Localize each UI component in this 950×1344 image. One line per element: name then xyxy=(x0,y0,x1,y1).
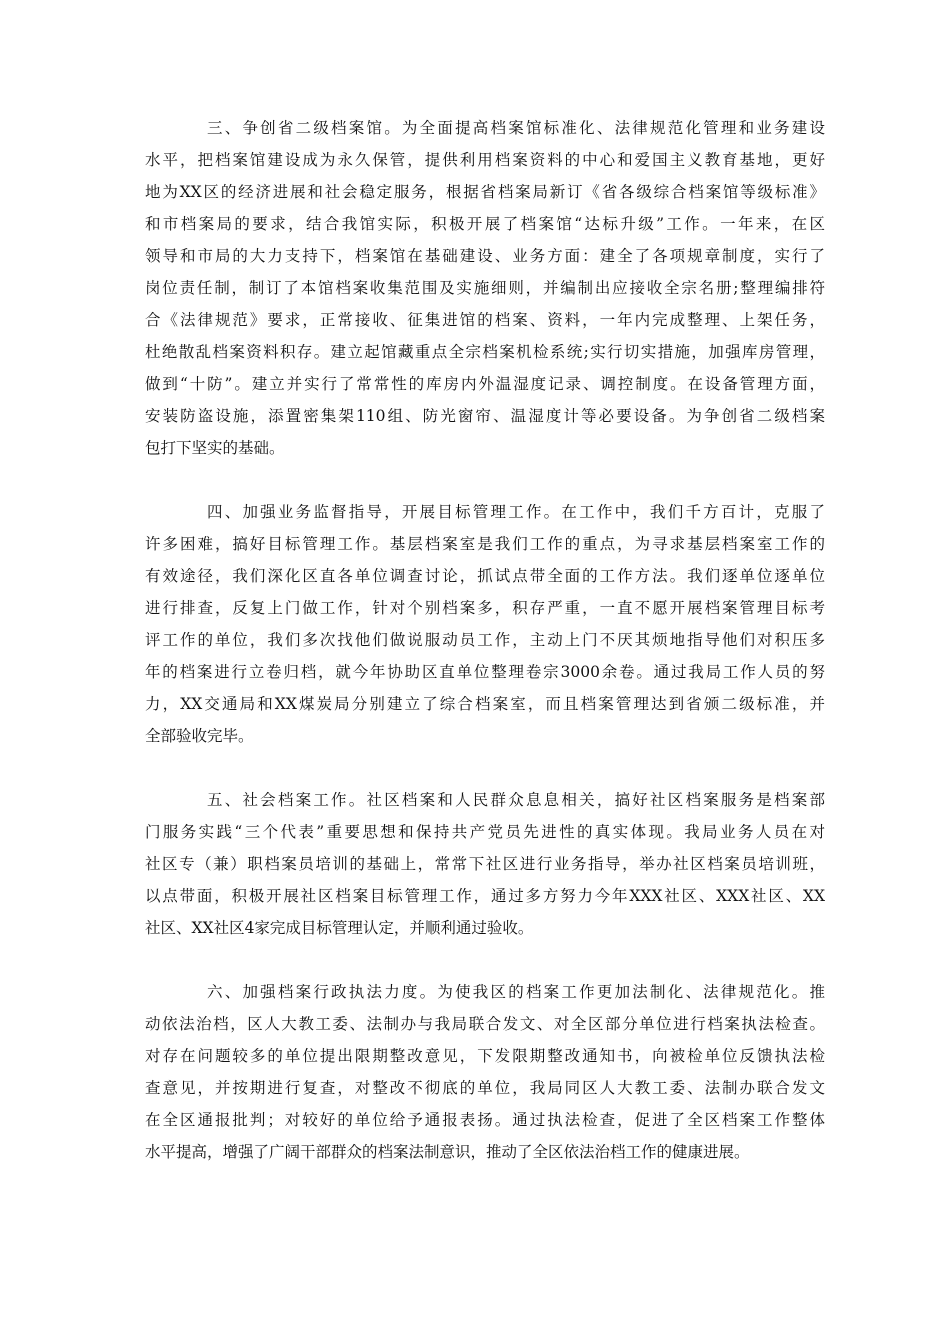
paragraph-line: 社区专（兼）职档案员培训的基础上，常常下社区进行业务指导，举办社区档案员培训班， xyxy=(145,855,825,873)
paragraph-line: 地为XX区的经济进展和社会稳定服务，根据省档案局新订《省各级综合档案馆等级标准》 xyxy=(145,183,825,201)
paragraph-line: 力，XX交通局和XX煤炭局分别建立了综合档案室，而且档案管理达到省颁二级标准，并 xyxy=(145,695,825,713)
paragraph-archives-upgrade xyxy=(145,112,825,464)
paragraph-line: 领导和市局的大力支持下，档案馆在基础建设、业务方面：建全了各项规章制度，实行了 xyxy=(145,247,825,265)
paragraph-line: 以点带面，积极开展社区档案目标管理工作，通过多方努力今年XXX社区、XXX社区、XX xyxy=(145,887,825,905)
paragraph-line: 岗位责任制，制订了本馆档案收集范围及实施细则，并编制出应接收全宗名册;整理编排符 xyxy=(145,279,825,297)
paragraph-line: 查意见，并按期进行复查，对整改不彻底的单位，我局同区人大教工委、法制办联合发文 xyxy=(145,1079,825,1097)
paragraph-line: 动依法治档，区人大教工委、法制办与我局联合发文、对全区部分单位进行档案执法检查。 xyxy=(145,1015,825,1033)
paragraph-line: 六、加强档案行政执法力度。为使我区的档案工作更加法制化、法律规范化。推 xyxy=(207,983,825,1001)
paragraph-community-archives xyxy=(145,784,825,944)
paragraph-line: 门服务实践“三个代表”重要思想和保持共产党员先进性的真实体现。我局业务人员在对 xyxy=(145,823,825,841)
paragraph-law-enforcement xyxy=(145,976,825,1168)
paragraph-line: 做到“十防”。建立并实行了常常性的库房内外温湿度记录、调控制度。在设备管理方面， xyxy=(145,375,825,393)
paragraph-line: 五、社会档案工作。社区档案和人民群众息息相关，搞好社区档案服务是档案部 xyxy=(207,791,825,809)
paragraph-line: 评工作的单位，我们多次找他们做说服动员工作，主动上门不厌其烦地指导他们对积压多 xyxy=(145,631,825,649)
paragraph-line: 三、争创省二级档案馆。为全面提高档案馆标准化、法律规范化管理和业务建设 xyxy=(207,119,825,137)
paragraph-line: 包打下坚实的基础。 xyxy=(145,439,285,457)
paragraph-line: 在全区通报批判；对较好的单位给予通报表扬。通过执法检查，促进了全区档案工作整体 xyxy=(145,1111,825,1129)
paragraph-line: 年的档案进行立卷归档，就今年协助区直单位整理卷宗3000余卷。通过我局工作人员的努 xyxy=(145,663,825,681)
paragraph-line: 对存在问题较多的单位提出限期整改意见，下发限期整改通知书，向被检单位反馈执法检 xyxy=(145,1047,825,1065)
paragraph-line: 水平提高，增强了广阔干部群众的档案法制意识，推动了全区依法治档工作的健康进展。 xyxy=(145,1143,750,1161)
paragraph-line: 有效途径，我们深化区直各单位调查讨论，抓试点带全面的工作方法。我们逐单位逐单位 xyxy=(145,567,825,585)
document-body xyxy=(145,112,825,1200)
paragraph-line: 进行排查，反复上门做工作，针对个别档案多，积存严重，一直不愿开展档案管理目标考 xyxy=(145,599,825,617)
paragraph-line: 安装防盗设施，添置密集架110组、防光窗帘、温湿度计等必要设备。为争创省二级档案 xyxy=(145,407,825,425)
paragraph-line: 许多困难，搞好目标管理工作。基层档案室是我们工作的重点，为寻求基层档案室工作的 xyxy=(145,535,825,553)
paragraph-line: 水平，把档案馆建设成为永久保管，提供利用档案资料的中心和爱国主义教育基地，更好 xyxy=(145,151,825,169)
paragraph-supervision xyxy=(145,496,825,752)
paragraph-line: 全部验收完毕。 xyxy=(145,727,254,745)
paragraph-line: 社区、XX社区4家完成目标管理认定，并顺利通过验收。 xyxy=(145,919,534,937)
paragraph-line: 四、加强业务监督指导，开展目标管理工作。在工作中，我们千方百计，克服了 xyxy=(207,503,825,521)
paragraph-line: 杜绝散乱档案资料积存。建立起馆藏重点全宗档案机检系统;实行切实措施，加强库房管理， xyxy=(145,343,825,361)
paragraph-line: 合《法律规范》要求，正常接收、征集进馆的档案、资料，一年内完成整理、上架任务， xyxy=(145,311,825,329)
paragraph-line: 和市档案局的要求，结合我馆实际，积极开展了档案馆“达标升级”工作。一年来，在区 xyxy=(145,215,825,233)
